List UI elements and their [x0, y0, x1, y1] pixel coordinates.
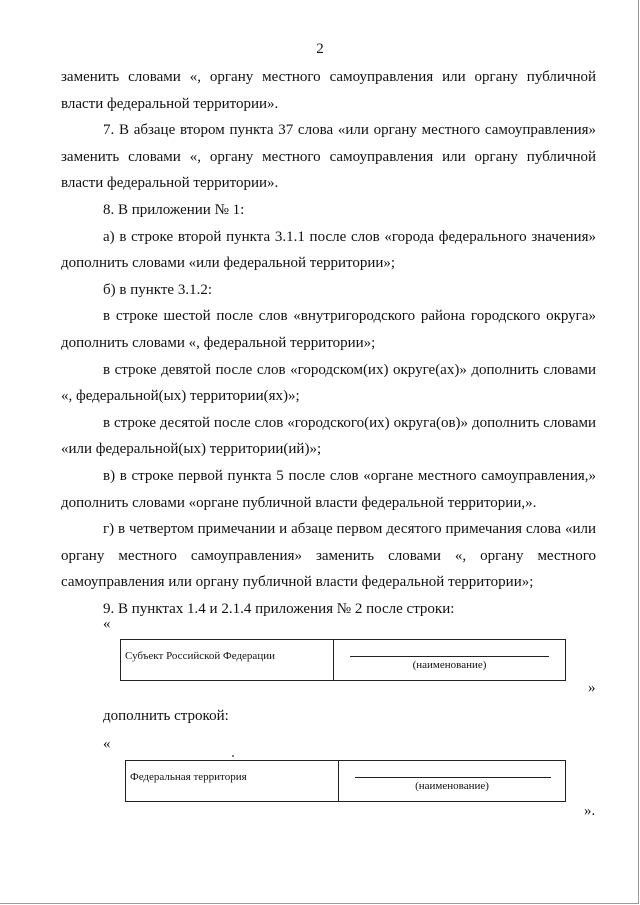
paragraph-item-8g: г) в четвертом примечании и абзаце первом десятого примечания слова «или органу местного самоуправления» заменить словами «, органу местного самоуправления или органу публичной власти федеральной территории»;: [61, 521, 596, 591]
table-1-left-cell: Субъект Российской Федерации: [121, 640, 334, 680]
paragraph-item-8: 8. В приложении № 1:: [103, 201, 245, 218]
paragraph-continuation: заменить словами «, органу местного самоуправления или органу публичной власти федеральной территории».: [61, 69, 596, 112]
paragraph-row-nine: в строке девятой после слов «городском(их) округе(ах)» дополнить словами «, федеральной(ых) территории(ях)»;: [61, 361, 596, 405]
add-line-text: дополнить строкой:: [103, 708, 229, 724]
table-2-right-cell: [339, 761, 565, 801]
table-territory-row: [125, 760, 566, 802]
paragraph-item-8b: б) в пункте 3.1.2:: [103, 281, 212, 298]
paragraph-item-7: 7. В абзаце втором пункта 37 слова «или органу местного самоуправления» заменить словами «, органу местного самоуправления или органу публичной власти федеральной территории».: [61, 122, 596, 192]
body-text: [61, 64, 596, 622]
table-2-caption: (наименование): [415, 780, 489, 792]
scan-dot: [232, 755, 234, 757]
closing-quote-2: ».: [584, 803, 596, 819]
paragraph-item-8a: а) в строке второй пункта 3.1.1 после слов «города федерального значения» дополнить словами «или федеральной территории»;: [61, 228, 596, 272]
closing-quote-1: »: [588, 680, 596, 696]
paragraph-item-8v: в) в строке первой пункта 5 после слов «органе местного самоуправления,» дополнить словами «органе публичной власти федеральной территории,».: [61, 467, 596, 511]
paragraph-item-9: 9. В пунктах 1.4 и 2.1.4 приложения № 2 после строки:: [103, 600, 455, 617]
table-1-caption: (наименование): [412, 659, 487, 671]
paragraph-row-ten: в строке десятой после слов «городского(их) округа(ов)» дополнить словами «или федеральной(ых) территории(ий)»;: [61, 414, 596, 458]
opening-quote-2: «: [103, 736, 111, 752]
table-2-fill-line: [355, 777, 551, 778]
page-number: 2: [316, 41, 324, 57]
table-1-fill-line: [350, 656, 549, 657]
opening-quote-1: «: [103, 616, 111, 632]
table-2-left-cell: Федеральная территория: [126, 761, 339, 801]
table-1-right-cell: [334, 640, 565, 680]
table-subject-row: [120, 639, 566, 681]
paragraph-row-six: в строке шестой после слов «внутригородского района городского округа» дополнить словами «, федеральной территории»;: [61, 308, 596, 351]
